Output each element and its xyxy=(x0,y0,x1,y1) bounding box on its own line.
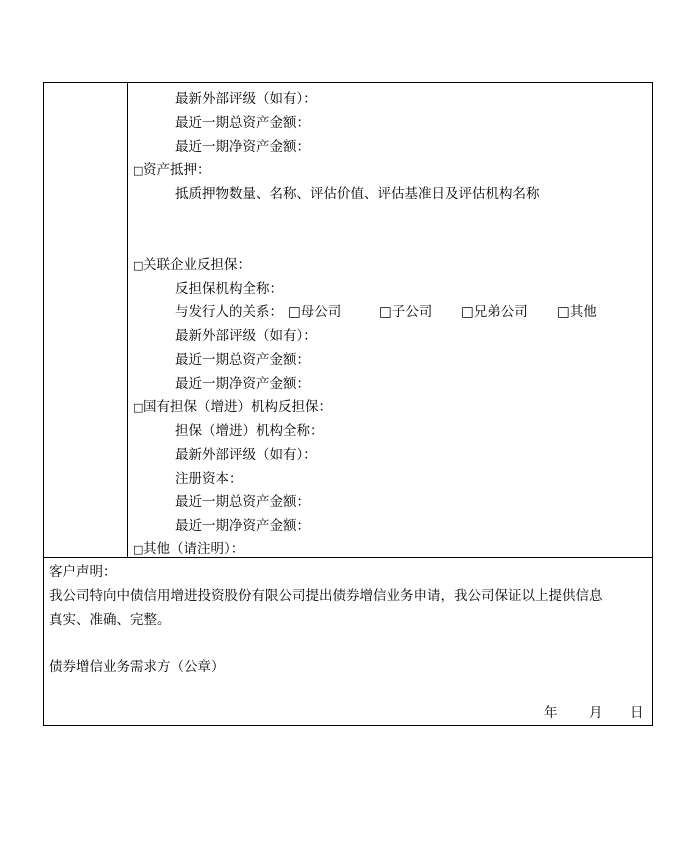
asset-mortgage-label: 资产抵押： xyxy=(143,162,211,178)
asset-mortgage-checkbox[interactable]: □ xyxy=(133,164,144,177)
related-counter-total-assets: 最近一期总资产金额： xyxy=(175,352,310,368)
related-counter-checkbox[interactable]: □ xyxy=(133,259,144,272)
declaration-text-line2: 真实、准确、完整。 xyxy=(49,612,171,628)
state-counter-option[interactable] xyxy=(133,398,332,417)
relation-label: 与发行人的关系： xyxy=(175,304,283,320)
relation-option-sibling[interactable]: □兄弟公司 xyxy=(461,304,528,320)
top-net-assets-line: 最近一期净资产金额： xyxy=(175,139,310,155)
declaration-text-line1: 我公司特向中债信用增进投资股份有限公司提出债券增信业务申请，我公司保证以上提供信息 xyxy=(49,588,603,604)
asset-mortgage-option[interactable] xyxy=(133,161,211,180)
relation-option-parent[interactable]: □母公司 xyxy=(288,304,342,320)
guarantee-options-cell xyxy=(128,83,653,558)
asset-mortgage-detail: 抵质押物数量、名称、评估价值、评估基准日及评估机构名称 xyxy=(175,186,540,202)
relation-option-other[interactable]: □其他 xyxy=(557,304,597,320)
applicant-seal-label: 债券增信业务需求方（公章） xyxy=(49,659,225,675)
other-label: 其他（请注明）： xyxy=(143,541,245,557)
related-counter-rating: 最新外部评级（如有）： xyxy=(175,328,317,344)
relation-option-subsidiary[interactable]: □子公司 xyxy=(379,304,433,320)
state-counter-checkbox[interactable]: □ xyxy=(133,401,144,414)
date-day-label: 日 xyxy=(630,705,644,721)
related-counter-net-assets: 最近一期净资产金额： xyxy=(175,376,310,392)
state-counter-registered-capital: 注册资本： xyxy=(175,471,243,487)
top-total-assets-line: 最近一期总资产金额： xyxy=(175,115,310,131)
state-counter-label: 国有担保（增进）机构反担保： xyxy=(143,399,332,415)
date-year-label: 年 xyxy=(544,705,558,721)
other-checkbox[interactable]: □ xyxy=(133,543,144,556)
state-counter-full-name: 担保（增进）机构全称： xyxy=(175,423,324,439)
declaration-title: 客户声明： xyxy=(49,564,117,580)
related-counter-full-name: 反担保机构全称： xyxy=(175,281,283,297)
guarantee-row xyxy=(44,83,653,558)
date-month-label: 月 xyxy=(589,705,603,721)
label-cell-empty xyxy=(44,83,128,558)
other-option[interactable] xyxy=(133,540,244,559)
relation-line xyxy=(175,303,645,321)
application-form-table xyxy=(43,82,653,726)
related-counter-label: 关联企业反担保： xyxy=(143,257,251,273)
state-counter-total-assets: 最近一期总资产金额： xyxy=(175,494,310,510)
state-counter-net-assets: 最近一期净资产金额： xyxy=(175,518,310,534)
state-counter-rating: 最新外部评级（如有）： xyxy=(175,447,317,463)
declaration-row xyxy=(44,558,653,726)
declaration-cell xyxy=(44,558,653,726)
top-rating-line: 最新外部评级（如有）： xyxy=(175,91,317,107)
related-counter-option[interactable] xyxy=(133,256,251,275)
